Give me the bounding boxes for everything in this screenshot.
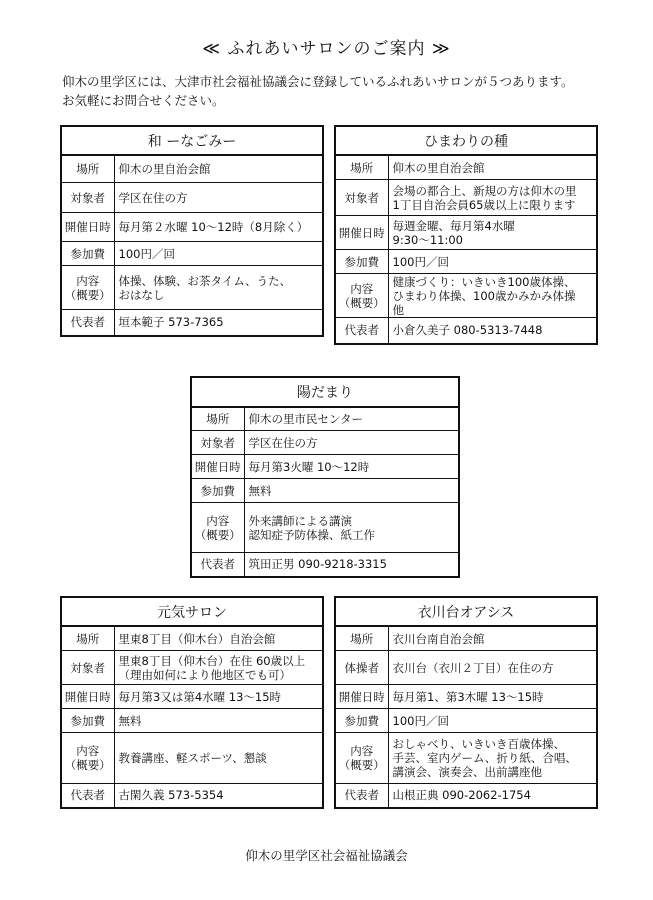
row-value bbox=[244, 455, 458, 479]
row-value-line: おしゃべり、いきいき百歳体操、 bbox=[392, 737, 565, 751]
row-label bbox=[62, 310, 114, 335]
row-value bbox=[388, 156, 596, 180]
row-label-line: 内容 bbox=[206, 513, 230, 528]
row-value-line: 外来講師による講演 bbox=[248, 513, 352, 528]
row-value bbox=[114, 266, 322, 310]
row-value-line: 毎月第3又は第4水曜 13〜15時 bbox=[118, 689, 282, 704]
info-row bbox=[62, 709, 322, 733]
row-value bbox=[388, 216, 596, 250]
row-label bbox=[62, 651, 114, 685]
row-value bbox=[388, 733, 596, 784]
row-label-line: 内容 bbox=[350, 744, 374, 758]
row-value-line: 毎月第1、第3木曜 13〜15時 bbox=[392, 689, 544, 704]
row-label-line: 場所 bbox=[76, 162, 100, 176]
info-row bbox=[62, 242, 322, 266]
intro-line: お気軽にお問合せください。 bbox=[62, 93, 225, 108]
row-value-line: 毎週金曜、毎月第4水曜 bbox=[392, 218, 515, 233]
row-value-line: 健康づくり：いきいき100歳体操、 bbox=[392, 274, 576, 289]
info-row bbox=[336, 709, 596, 733]
row-label bbox=[62, 242, 114, 266]
row-value bbox=[244, 503, 458, 553]
row-label-line: （概要） bbox=[64, 758, 111, 772]
row-value-line: 里東8丁目（仰木台）在住 60歳以上 bbox=[118, 653, 306, 668]
row-value-line: 衣川台南自治会館 bbox=[392, 631, 485, 646]
salon-card bbox=[334, 596, 598, 809]
row-label bbox=[62, 709, 114, 733]
row-value bbox=[114, 709, 322, 733]
footer-organization: 仰木の里学区社会福祉協議会 bbox=[245, 848, 408, 863]
row-value bbox=[114, 242, 322, 266]
row-label bbox=[192, 503, 244, 553]
row-label bbox=[336, 156, 388, 180]
row-value-line: 無料 bbox=[118, 713, 142, 728]
row-value bbox=[114, 627, 322, 651]
salon-info-table bbox=[62, 626, 322, 807]
row-value-line: 小倉久美子 080-5313-7448 bbox=[392, 323, 543, 338]
row-label bbox=[62, 183, 114, 213]
salon-info-table bbox=[192, 407, 458, 576]
row-label bbox=[62, 784, 114, 807]
row-label bbox=[336, 216, 388, 250]
row-label bbox=[336, 784, 388, 807]
row-label bbox=[62, 213, 114, 242]
row-label bbox=[336, 627, 388, 651]
info-row bbox=[192, 503, 458, 553]
info-row bbox=[336, 733, 596, 784]
row-label-line: 代表者 bbox=[70, 315, 105, 330]
row-label bbox=[192, 408, 244, 431]
row-value-line: 100円／回 bbox=[392, 254, 449, 269]
salon-name: 陽だまり bbox=[192, 378, 458, 407]
row-label bbox=[336, 318, 388, 343]
row-label bbox=[336, 274, 388, 318]
row-value bbox=[114, 651, 322, 685]
row-label-line: 参加費 bbox=[70, 246, 105, 261]
salon-info-table bbox=[336, 155, 596, 343]
info-row bbox=[62, 310, 322, 335]
info-row bbox=[336, 274, 596, 318]
row-label-line: 対象者 bbox=[70, 190, 105, 205]
info-row bbox=[336, 685, 596, 709]
row-value-line: 体操、体験、お茶タイム、うた、 bbox=[118, 273, 292, 288]
row-label-line: （概要） bbox=[64, 287, 111, 302]
row-value-line: 手芸、室内ゲーム、折り紙、合唱、 bbox=[392, 751, 577, 765]
row-label-line: 場所 bbox=[350, 631, 374, 646]
info-row bbox=[336, 250, 596, 274]
row-value bbox=[244, 553, 458, 576]
info-row bbox=[62, 651, 322, 685]
info-row bbox=[62, 266, 322, 310]
info-row bbox=[192, 408, 458, 431]
row-label-line: 参加費 bbox=[70, 713, 105, 728]
intro-line: 仰木の里学区には、大津市社会福祉協議会に登録しているふれあいサロンが５つあります。 bbox=[62, 74, 574, 89]
row-value-line: 学区在住の方 bbox=[248, 435, 318, 450]
row-label-line: 対象者 bbox=[200, 435, 235, 450]
row-label-line: 開催日時 bbox=[64, 689, 111, 704]
row-label-line: 開催日時 bbox=[338, 225, 385, 240]
row-label-line: 参加費 bbox=[344, 254, 379, 269]
row-value bbox=[388, 784, 596, 807]
row-value-line: 会場の都合上、新規の方は仰木の里 bbox=[392, 183, 577, 198]
info-row bbox=[192, 455, 458, 479]
info-row bbox=[62, 156, 322, 183]
salon-info-table bbox=[62, 155, 322, 335]
row-value-line: 認知症予防体操、紙工作 bbox=[248, 527, 375, 542]
row-label bbox=[62, 685, 114, 709]
row-value bbox=[114, 213, 322, 242]
info-row bbox=[336, 156, 596, 180]
row-value bbox=[244, 479, 458, 503]
info-row bbox=[336, 318, 596, 343]
row-value bbox=[388, 685, 596, 709]
row-value bbox=[388, 274, 596, 318]
row-label bbox=[336, 733, 388, 784]
row-label-line: 参加費 bbox=[344, 713, 379, 728]
row-value-line: 衣川台（衣川２丁目）在住の方 bbox=[392, 660, 554, 675]
row-value bbox=[388, 180, 596, 216]
row-value bbox=[388, 318, 596, 343]
row-value bbox=[388, 250, 596, 274]
row-value-line: ひまわり体操、100歳かみかみ体操 bbox=[392, 288, 576, 303]
row-value-line: 仰木の里自治会館 bbox=[392, 160, 485, 175]
row-value bbox=[244, 408, 458, 431]
row-label bbox=[62, 266, 114, 310]
row-label bbox=[336, 685, 388, 709]
row-value-line: 学区在住の方 bbox=[118, 190, 188, 205]
row-value bbox=[114, 784, 322, 807]
row-label-line: （概要） bbox=[194, 527, 241, 542]
row-label-line: 代表者 bbox=[344, 323, 379, 338]
info-row bbox=[336, 216, 596, 250]
info-row bbox=[192, 553, 458, 576]
info-row bbox=[62, 183, 322, 213]
row-label bbox=[336, 180, 388, 216]
row-value-line: 里東8丁目（仰木台）自治会館 bbox=[118, 631, 276, 646]
row-value-line: 山根正典 090-2062-1754 bbox=[392, 788, 531, 803]
row-label-line: （概要） bbox=[338, 295, 385, 310]
row-label-line: 参加費 bbox=[200, 483, 235, 498]
row-label bbox=[336, 250, 388, 274]
info-row bbox=[336, 627, 596, 651]
row-value-line: 100円／回 bbox=[392, 713, 449, 728]
row-label-line: 対象者 bbox=[344, 190, 379, 205]
row-value bbox=[114, 156, 322, 183]
row-label-line: 内容 bbox=[76, 744, 100, 758]
salon-card bbox=[334, 125, 598, 345]
info-row bbox=[192, 479, 458, 503]
info-row bbox=[62, 733, 322, 784]
info-row bbox=[62, 685, 322, 709]
row-label bbox=[336, 709, 388, 733]
row-value bbox=[388, 651, 596, 685]
row-label bbox=[62, 156, 114, 183]
row-value-line: 1丁目自治会員65歳以上に限ります bbox=[392, 197, 576, 212]
row-value-line: 無料 bbox=[248, 483, 272, 498]
row-value bbox=[114, 733, 322, 784]
row-value bbox=[388, 709, 596, 733]
row-label bbox=[336, 651, 388, 685]
row-label bbox=[192, 431, 244, 455]
info-row bbox=[62, 213, 322, 242]
salon-name: 元気サロン bbox=[62, 598, 322, 626]
intro-text bbox=[62, 72, 622, 110]
row-label bbox=[192, 479, 244, 503]
row-label-line: 体操者 bbox=[344, 660, 379, 675]
salon-card bbox=[190, 376, 460, 578]
row-label-line: 開催日時 bbox=[194, 459, 241, 474]
row-label bbox=[192, 455, 244, 479]
row-label-line: 内容 bbox=[76, 273, 100, 288]
row-value-line: 仰木の里市民センター bbox=[248, 412, 364, 426]
row-value-line: 仰木の里自治会館 bbox=[118, 162, 211, 176]
row-value-line: 教養講座、軽スポーツ、懇談 bbox=[118, 751, 267, 765]
row-value bbox=[114, 685, 322, 709]
salon-name: 和 ーなごみー bbox=[62, 127, 322, 155]
salon-name: 衣川台オアシス bbox=[336, 598, 596, 626]
info-row bbox=[192, 431, 458, 455]
row-label-line: 場所 bbox=[206, 412, 230, 426]
row-label-line: 代表者 bbox=[344, 788, 379, 803]
row-label bbox=[192, 553, 244, 576]
info-row bbox=[336, 784, 596, 807]
row-value-line: 毎月第3火曜 10〜12時 bbox=[248, 459, 370, 474]
row-label-line: 場所 bbox=[350, 160, 374, 175]
info-row bbox=[62, 784, 322, 807]
info-row bbox=[336, 180, 596, 216]
row-value-line: 古閑久義 573-5354 bbox=[118, 788, 224, 803]
row-label-line: 代表者 bbox=[70, 788, 105, 803]
row-label bbox=[62, 733, 114, 784]
row-value-line: おはなし bbox=[118, 287, 165, 302]
row-label-line: 対象者 bbox=[70, 660, 105, 675]
salon-card bbox=[60, 125, 324, 337]
row-label-line: 場所 bbox=[76, 631, 100, 646]
row-value bbox=[114, 183, 322, 213]
row-value bbox=[114, 310, 322, 335]
salon-card bbox=[60, 596, 324, 809]
row-value-line: （理由如何により他地区でも可） bbox=[118, 667, 291, 682]
row-label-line: 内容 bbox=[350, 281, 374, 296]
row-label bbox=[62, 627, 114, 651]
info-row bbox=[62, 627, 322, 651]
salon-info-table bbox=[336, 626, 596, 807]
salon-name: ひまわりの種 bbox=[336, 127, 596, 155]
row-label-line: 代表者 bbox=[200, 557, 235, 572]
row-value-line: 9:30〜11:00 bbox=[392, 232, 463, 247]
row-value-line: 垣本範子 573-7365 bbox=[118, 315, 224, 330]
row-value bbox=[244, 431, 458, 455]
row-value-line: 100円／回 bbox=[118, 246, 175, 261]
row-value-line: 毎月第２水曜 10〜12時（8月除く） bbox=[118, 220, 309, 234]
row-value-line: 筑田正男 090-9218-3315 bbox=[248, 557, 387, 572]
page-title: ≪ ふれあいサロンのご案内 ≫ bbox=[202, 39, 451, 59]
row-value-line: 講演会、演奏会、出前講座他 bbox=[392, 765, 542, 779]
info-row bbox=[336, 651, 596, 685]
row-value-line: 他 bbox=[392, 302, 404, 317]
row-label-line: 開催日時 bbox=[338, 689, 385, 704]
row-label-line: （概要） bbox=[338, 758, 385, 772]
row-value bbox=[388, 627, 596, 651]
row-label-line: 開催日時 bbox=[64, 220, 111, 234]
